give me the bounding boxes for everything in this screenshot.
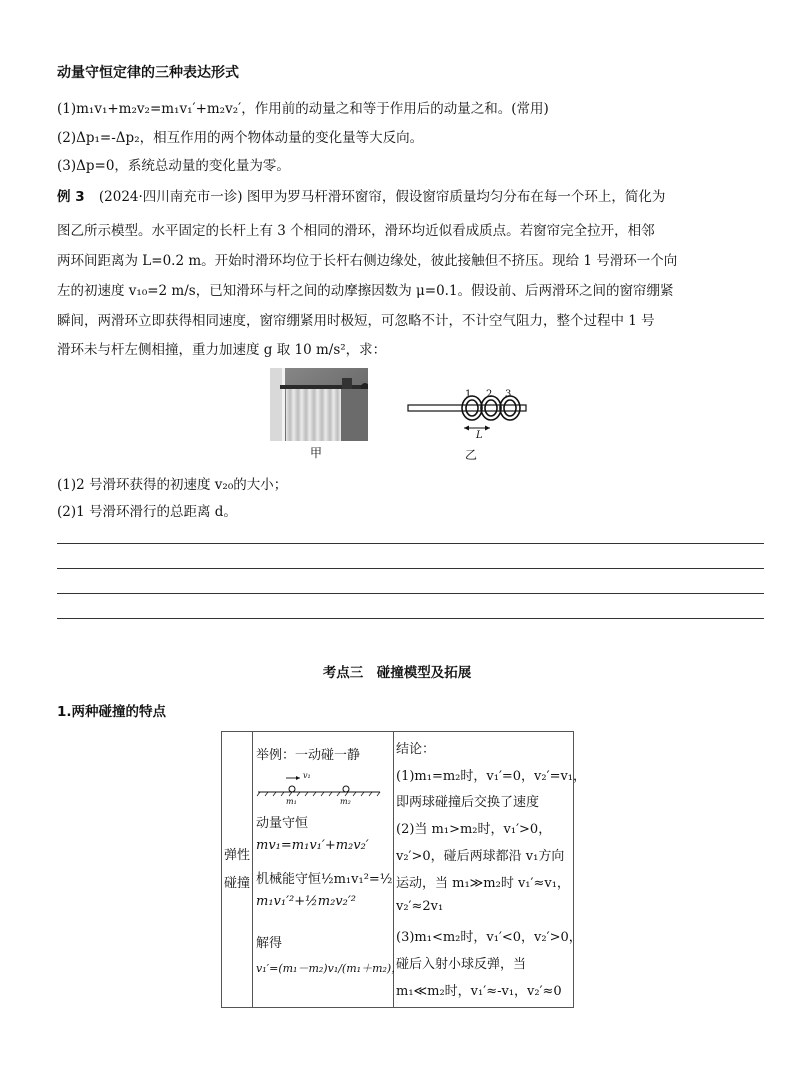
- question-1: (1)2 号滑环获得的初速度 v₂₀的大小；: [57, 477, 288, 493]
- example-line-4: 左的初速度 v₁₀=2 m/s，已知滑环与杆之间的动摩擦因数为 μ=0.1。假设前、后两滑环之间的窗帘绷紧: [57, 283, 674, 299]
- example-first-line: [57, 185, 665, 205]
- solve-label: 解得: [256, 936, 283, 951]
- momentum-equation: mv₁=m₁v₁′+m₂v₂′: [256, 838, 369, 853]
- energy-conservation: 机械能守恒½m₁v₁²=½: [256, 872, 393, 887]
- solution-equation: v₁′=(m₁－m₂)v₁/(m₁＋m₂)，: [256, 962, 403, 975]
- kaodian-title: 考点三 碰撞模型及拓展: [322, 665, 472, 681]
- question-2: (2)1 号滑环滑行的总距离 d。: [57, 504, 237, 520]
- conclusion-line-5: v₂′>0，碰后两球都沿 v₁方向: [396, 849, 565, 864]
- conclusion-line-9: 碰后入射小球反弹，当: [396, 957, 527, 972]
- fig-m1-label: m₁: [286, 797, 297, 806]
- example-line-3: 两环间距离为 L=0.2 m。开始时滑环均位于长杆右侧边缘处，彼此接触但不挤压。现给 1 号滑环一个向: [57, 253, 678, 269]
- answer-line: [57, 593, 764, 594]
- conclusion-line-3: 即两球碰撞后交换了速度: [396, 795, 540, 810]
- conclusion-line-6: 运动，当 m₁≫m₂时 v₁′≈v₁，: [396, 876, 570, 891]
- conclusion-line-8: (3)m₁<m₂时，v₁′<0，v₂′>0，: [396, 930, 582, 945]
- subsection-title-text: 1.两种碰撞的特点: [57, 704, 167, 720]
- subsection-title: [57, 700, 166, 720]
- row-header-line-2: 碰撞: [224, 876, 251, 891]
- example-line-6: 滑环未与杆左侧相撞，重力加速度 g 取 10 m/s²，求：: [57, 342, 387, 358]
- curtain-photo: [270, 368, 368, 441]
- example-source: (2024·四川南充市一诊): [98, 189, 243, 205]
- fig-m2-label: m₂: [340, 797, 351, 806]
- answer-line: [57, 568, 764, 569]
- ring-label-1: 1: [465, 389, 472, 400]
- form-3: (3)Δp=0，系统总动量的变化量为零。: [57, 158, 290, 174]
- momentum-conservation: 动量守恒: [256, 816, 309, 831]
- energy-equation: m₁v₁′²+½m₂v₂′²: [256, 894, 357, 909]
- answer-line: [57, 618, 764, 619]
- example-label-cell: 举例：一动碰一静: [256, 748, 361, 763]
- conclusion-line-4: (2)当 m₁>m₂时，v₁′>0，: [396, 822, 552, 837]
- conclusion-line-7: v₂′≈2v₁: [396, 899, 444, 914]
- section-heading: 动量守恒定律的三种表达形式: [57, 65, 239, 81]
- form-2: (2)Δp₁=-Δp₂，相互作用的两个物体动量的变化量等大反向。: [57, 130, 424, 146]
- example-cell: [253, 732, 403, 1007]
- ring-label-3: 3: [505, 389, 512, 400]
- figure-a-caption: 甲: [310, 446, 323, 460]
- figure-b-caption: 乙: [465, 448, 478, 462]
- collision-table: [221, 731, 587, 1008]
- ring-label-2: 2: [486, 389, 493, 400]
- answer-line: [57, 543, 764, 544]
- conclusion-line-1: 结论：: [396, 742, 436, 757]
- row-header-line-1: 弹性: [224, 848, 251, 863]
- form-1: (1)m₁v₁+m₂v₂=m₁v₁′+m₂v₂′，作用前的动量之和等于作用后的动量之和。(常用): [57, 101, 549, 117]
- length-label: L: [476, 430, 483, 441]
- example-label: 例 3: [57, 189, 85, 205]
- example-line-1: 图甲为罗马杆滑环窗帘，假设窗帘质量均匀分布在每一个环上，简化为: [246, 189, 666, 205]
- example-line-5: 瞬间，两滑环立即获得相同速度，窗帘绷紧用时极短，可忽略不计，不计空气阻力，整个过程中 1 号: [57, 313, 655, 329]
- conclusion-line-2: (1)m₁=m₂时，v₁′=0，v₂′=v₁，: [396, 769, 587, 784]
- fig-velocity-label: v₁: [303, 771, 311, 780]
- conclusion-line-10: m₁≪m₂时，v₁′≈-v₁，v₂′≈0: [396, 984, 562, 999]
- conclusion-cell: [394, 732, 587, 1007]
- row-header-cell: [222, 732, 253, 1007]
- example-line-2: 图乙所示模型。水平固定的长杆上有 3 个相同的滑环，滑环均近似看成质点。若窗帘完全拉开，相邻: [57, 223, 655, 239]
- collision-diagram: [256, 770, 384, 804]
